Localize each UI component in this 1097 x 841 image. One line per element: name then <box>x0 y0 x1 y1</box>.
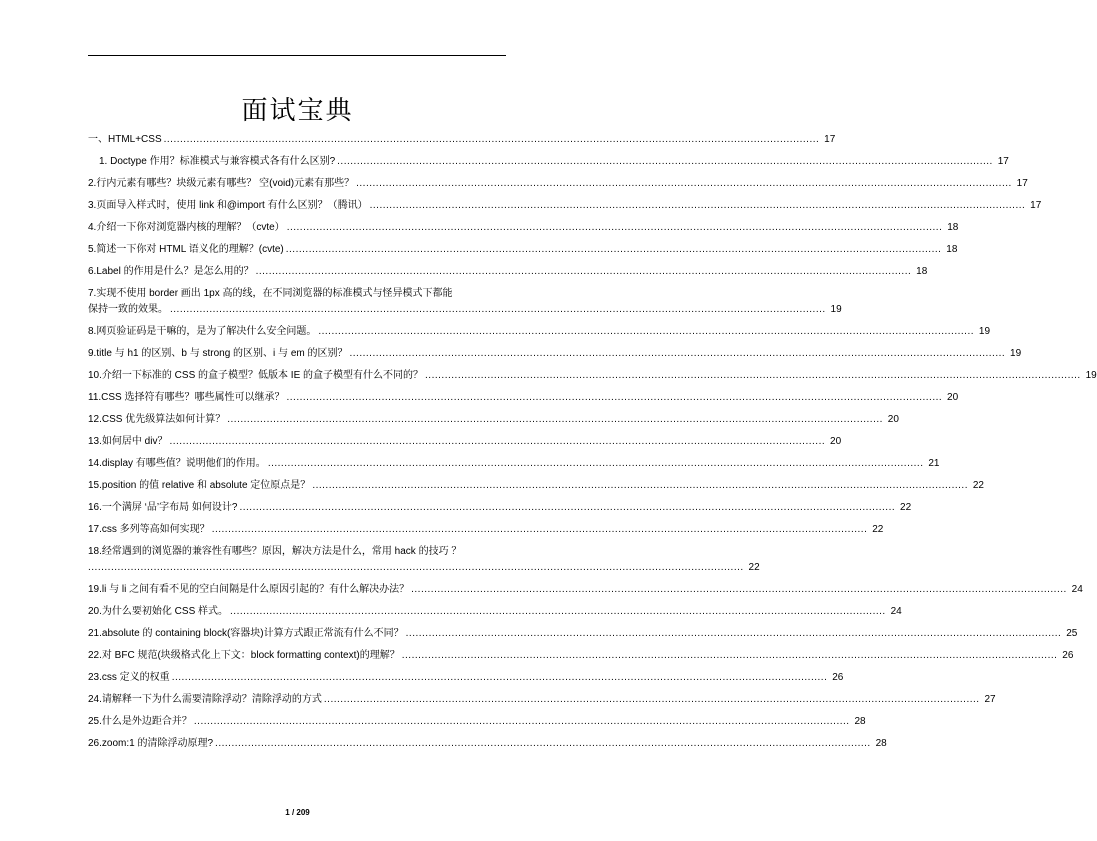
toc-entry[interactable] <box>88 628 1078 640</box>
toc-entry-page: 28 <box>854 716 866 727</box>
toc-entry[interactable] <box>88 738 887 750</box>
leader-dots: ........................................................................................................................................................................................................ <box>318 326 975 337</box>
leader-dots: ........................................................................................................................................................................................................ <box>286 222 943 233</box>
toc-entry-page: 26 <box>832 672 844 683</box>
toc-entry-page: 24 <box>1071 584 1083 595</box>
leader-dots: ........................................................................................................................................................................................................ <box>193 716 850 727</box>
leader-dots: ........................................................................................................................................................................................................ <box>169 436 826 447</box>
toc-entry-multiline[interactable] <box>88 546 760 574</box>
toc-entry[interactable] <box>88 606 902 618</box>
toc-entry-page: 19 <box>1010 348 1022 359</box>
toc-entry-label: 11.CSS 选择符有哪些？哪些属性可以继承？ <box>88 392 285 403</box>
toc-entry-label: 25.什么是外边距合并？ <box>88 716 192 727</box>
leader-dots: ........................................................................................................................................................................................................ <box>369 200 1026 211</box>
leader-dots: ........................................................................................................................................................................................................ <box>349 348 1006 359</box>
toc-entry[interactable] <box>88 326 991 338</box>
toc-entry-label: 9.title 与 h1 的区别、b 与 strong 的区别、i 与 em 的区别？ <box>88 348 348 359</box>
leader-dots: ........................................................................................................................................................................................................ <box>227 414 883 425</box>
toc-entry-page: 22 <box>872 524 884 535</box>
toc-entry-page: 20 <box>887 414 899 425</box>
toc-entry-page: 22 <box>748 562 760 573</box>
toc-entry[interactable] <box>88 584 1083 596</box>
toc-entry[interactable] <box>88 266 928 278</box>
toc-entry[interactable] <box>88 222 959 234</box>
toc-entry-label: 6.Label 的作用是什么？是怎么用的？ <box>88 266 254 277</box>
toc-entry-label: 21.absolute 的 containing block(容器块)计算方式跟正常流有什么不同？ <box>88 628 404 639</box>
toc-entry-page: 22 <box>972 480 984 491</box>
toc-entry-label: 16.一个满屏 ‘品’字布局 如何设计? <box>88 502 238 513</box>
leader-dots: ........................................................................................................................................................................................................ <box>286 392 943 403</box>
toc-entry-label-line1: 7.实现不使用 border 画出 1px 高的线，在不同浏览器的标准模式与怪异模式下都能 <box>88 288 453 299</box>
toc-entry-label: 10.介绍一下标准的 CSS 的盒子模型？低版本 IE 的盒子模型有什么不同的？ <box>88 370 424 381</box>
leader-dots: ........................................................................................................................................................................................................ <box>230 606 886 617</box>
leader-dots: ........................................................................................................................................................................................................ <box>356 178 1012 189</box>
toc-entry[interactable] <box>88 370 1097 382</box>
toc-entry[interactable] <box>88 244 958 256</box>
leader-dots: ........................................................................................................................................................................................................ <box>215 738 871 749</box>
leader-dots: ........................................................................................................................................................................................................ <box>312 480 968 491</box>
toc-entry-section[interactable] <box>88 134 836 146</box>
toc-entry-label: 4.介绍一下你对浏览器内核的理解？（cvte） <box>88 222 285 233</box>
toc-entry[interactable] <box>88 694 996 706</box>
toc-entry-page: 26 <box>1062 650 1074 661</box>
leader-dots: ........................................................................................................................................................................................................ <box>211 524 868 535</box>
toc-entry-page: 18 <box>916 266 928 277</box>
toc-entry-page: 17 <box>824 134 836 145</box>
toc-entry-label: 19.li 与 li 之间有看不见的空白间隔是什么原因引起的？有什么解决办法？ <box>88 584 410 595</box>
toc-entry-page: 22 <box>900 502 912 513</box>
toc-entry-page: 20 <box>947 392 959 403</box>
toc-entry-label: 3.页面导入样式时，使用 link 和@import 有什么区别？（腾讯） <box>88 200 368 211</box>
toc-entry[interactable] <box>88 436 842 448</box>
toc-entry-page: 18 <box>947 222 959 233</box>
leader-dots: ........................................................................................................................................................................................................ <box>170 304 826 315</box>
toc-entry[interactable] <box>88 348 1022 360</box>
header-rule <box>88 55 506 56</box>
toc-entry-label: 17.css 多列等高如何实现？ <box>88 524 210 535</box>
leader-dots: ........................................................................................................................................................................................................ <box>239 502 896 513</box>
leader-dots: ........................................................................................................................................................................................................ <box>323 694 980 705</box>
toc-entry-label-line1: 18.经常遇到的浏览器的兼容性有哪些？原因，解决方法是什么，常用 hack 的技巧 ？ <box>88 546 462 557</box>
toc-entry-label: 12.CSS 优先级算法如何计算？ <box>88 414 226 425</box>
toc-entry-page: 24 <box>890 606 902 617</box>
leader-dots: ........................................................................................................................................................................................................ <box>267 458 924 469</box>
toc-entry-page: 20 <box>830 436 842 447</box>
document-title: 面试宝典 <box>241 96 354 126</box>
toc-entry-label: 13.如何居中 div？ <box>88 436 168 447</box>
toc-entry-page: 18 <box>946 244 958 255</box>
toc-entry-page: 17 <box>1030 200 1042 211</box>
leader-dots: ........................................................................................................................................................................................................ <box>285 244 942 255</box>
toc-entry[interactable] <box>88 502 912 514</box>
leader-dots: ........................................................................................................................................................................................................ <box>171 672 828 683</box>
leader-dots: ........................................................................................................................................................................................................ <box>337 156 993 167</box>
toc-entry-page: 17 <box>997 156 1009 167</box>
toc-entry[interactable] <box>88 672 844 684</box>
leader-dots: ........................................................................................................................................................................................................ <box>425 370 1081 381</box>
toc-entry[interactable] <box>88 650 1074 662</box>
toc-entry-page: 21 <box>928 458 940 469</box>
leader-dots: ........................................................................................................................................................................................................ <box>163 134 820 145</box>
toc-entry-page: 19 <box>1085 370 1097 381</box>
page-number-footer: 1 / 209 <box>285 808 310 817</box>
toc-entry-label: 22.对 BFC 规范(块级格式化上下文：block formatting context)的理解？ <box>88 650 400 661</box>
leader-dots: ........................................................................................................................................................................................................ <box>88 562 744 573</box>
leader-dots: ........................................................................................................................................................................................................ <box>255 266 912 277</box>
leader-dots: ........................................................................................................................................................................................................ <box>401 650 1058 661</box>
toc-entry-page: 19 <box>830 304 842 315</box>
toc-entry[interactable] <box>88 414 899 426</box>
leader-dots: ........................................................................................................................................................................................................ <box>411 584 1067 595</box>
toc-entry-label: 2.行内元素有哪些？块级元素有哪些？ 空(void)元素有那些？ <box>88 178 355 189</box>
toc-entry-label: 15.position 的值 relative 和 absolute 定位原点是？ <box>88 480 311 491</box>
toc-entry-label: 5.简述一下你对 HTML 语义化的理解？(cvte) <box>88 244 284 255</box>
toc-entry-multiline[interactable] <box>88 288 842 316</box>
toc-entry-page: 19 <box>978 326 991 337</box>
toc-entry-label: 20.为什么要初始化 CSS 样式。 <box>88 606 229 617</box>
toc-entry[interactable] <box>88 156 1009 168</box>
toc-entry-page: 28 <box>875 738 887 749</box>
toc-entry[interactable] <box>88 716 866 728</box>
toc-entry-label: 8.网页验证码是干嘛的，是为了解决什么安全问题。 <box>88 326 317 337</box>
toc-entry[interactable] <box>88 392 959 404</box>
toc-entry-label: 26.zoom:1 的清除浮动原理? <box>88 738 214 749</box>
toc-entry-label: 23.css 定义的权重 <box>88 672 170 683</box>
toc-entry[interactable] <box>88 458 940 470</box>
toc-entry-label: 24.请解释一下为什么需要清除浮动？清除浮动的方式 <box>88 694 322 705</box>
toc-entry-page: 17 <box>1016 178 1028 189</box>
toc-entry-label: 1. Doctype 作用？标准模式与兼容模式各有什么区别? <box>99 156 336 167</box>
toc-entry[interactable] <box>88 524 884 536</box>
toc-entry[interactable] <box>88 480 984 492</box>
toc-entry-page: 27 <box>984 694 996 705</box>
toc-entry-label: 一、HTML+CSS <box>88 134 162 145</box>
toc-entry-label: 14.display 有哪些值？说明他们的作用。 <box>88 458 266 469</box>
toc-entry[interactable] <box>88 178 1028 190</box>
leader-dots: ........................................................................................................................................................................................................ <box>405 628 1062 639</box>
toc-entry[interactable] <box>88 200 1042 212</box>
toc-entry-page: 25 <box>1066 628 1078 639</box>
toc-entry-label-line2: 保持一致的效果。 <box>88 304 168 315</box>
